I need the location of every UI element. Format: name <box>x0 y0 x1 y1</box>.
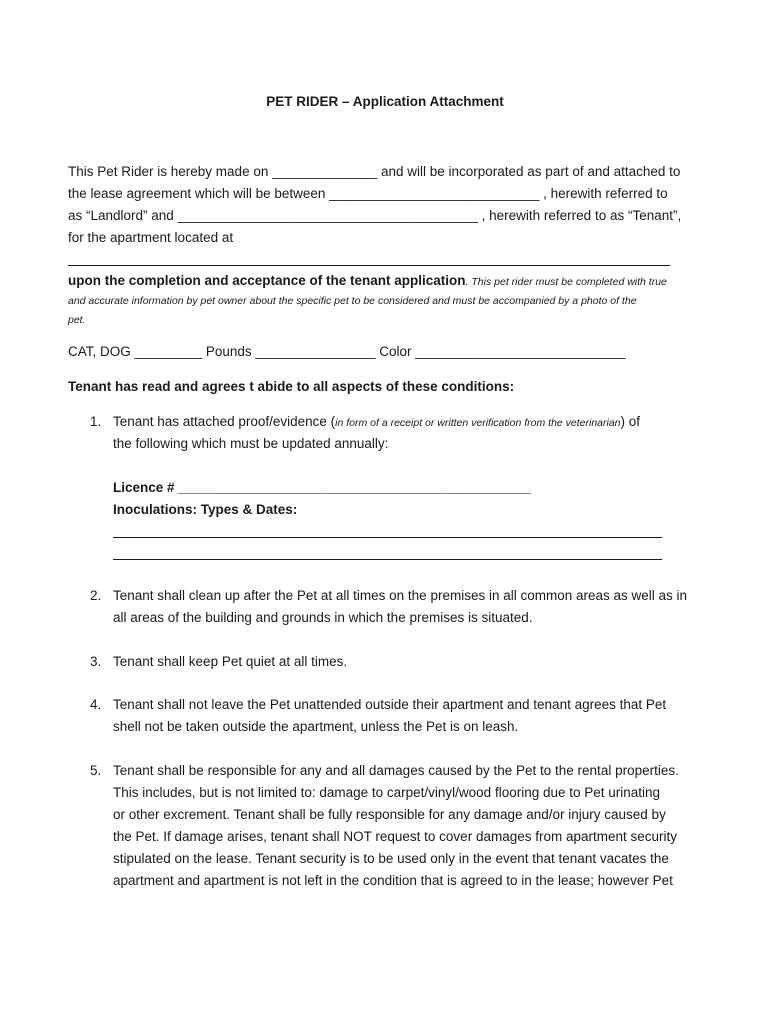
intro-line-1: This Pet Rider is hereby made on ______________ and will be incorporated as part of and attached to <box>68 164 681 179</box>
completion-bold-text: upon the completion and acceptance of the tenant application <box>68 273 466 288</box>
intro-line-3: as “Landlord” and ________________________________________ , herewith referred to as “Tenant”, <box>68 208 682 223</box>
inoculations-label: Inoculations: Types & Dates: <box>113 502 298 517</box>
item-1-text-b: ) of <box>620 414 641 429</box>
item-5-number: 5. <box>90 763 102 778</box>
item-1-italic-text: in form of a receipt or written verification from the veterinarian <box>335 417 621 429</box>
address-blank-line <box>68 265 670 266</box>
document-title: PET RIDER – Application Attachment <box>266 94 504 109</box>
item-4-line-2: shell not be taken outside the apartment, unless the Pet is on leash. <box>113 719 519 734</box>
completion-italic-text-1: . This pet rider must be completed with true <box>465 276 667 288</box>
intro-line-2: the lease agreement which will be between ____________________________ , herewith referred to <box>68 186 668 201</box>
completion-italic-text-3: pet. <box>68 314 86 326</box>
inoculations-blank-line-2 <box>113 559 662 560</box>
licence-field: Licence # _______________________________________________ <box>113 480 532 495</box>
item-2-line-1: Tenant shall clean up after the Pet at all times on the premises in all common areas as well as in <box>113 588 688 603</box>
item-2-number: 2. <box>90 588 102 603</box>
completion-italic-text-2: and accurate information by pet owner about the specific pet to be considered and must be accompanied by a photo of the <box>68 295 637 307</box>
item-2-line-2: all areas of the building and grounds in which the premises is situated. <box>113 610 533 625</box>
item-5-line-4: the Pet. If damage arises, tenant shall NOT request to cover damages from apartment security <box>113 829 678 844</box>
item-4-line-1: Tenant shall not leave the Pet unattended outside their apartment and tenant agrees that Pet <box>113 697 667 712</box>
item-3-line-1: Tenant shall keep Pet quiet at all times. <box>113 654 348 669</box>
item-5-line-2: This includes, but is not limited to: damage to carpet/vinyl/wood flooring due to Pet urinating <box>113 785 661 800</box>
item-3-number: 3. <box>90 654 102 669</box>
item-5-line-5: stipulated on the lease. Tenant security is to be used only in the event that tenant vacates the <box>113 851 669 866</box>
agreement-heading: Tenant has read and agrees t abide to all aspects of these conditions: <box>68 379 515 394</box>
item-1-number: 1. <box>90 414 102 429</box>
intro-line-4: for the apartment located at <box>68 230 234 245</box>
inoculations-blank-line-1 <box>113 537 662 538</box>
item-5-line-6: apartment and apartment is not left in the condition that is agreed to in the lease; however Pet <box>113 873 673 888</box>
pet-details-line: CAT, DOG _________ Pounds ________________ Color ____________________________ <box>68 344 626 359</box>
completion-line-1 <box>68 272 667 291</box>
item-1-line-1 <box>113 413 640 432</box>
item-4-number: 4. <box>90 697 102 712</box>
item-1-line-2: the following which must be updated annually: <box>113 436 389 451</box>
item-5-line-1: Tenant shall be responsible for any and all damages caused by the Pet to the rental properties. <box>113 763 679 778</box>
item-1-text-a: Tenant has attached proof/evidence ( <box>113 414 336 429</box>
item-5-line-3: or other excrement. Tenant shall be fully responsible for any damage and/or injury caused by <box>113 807 666 822</box>
